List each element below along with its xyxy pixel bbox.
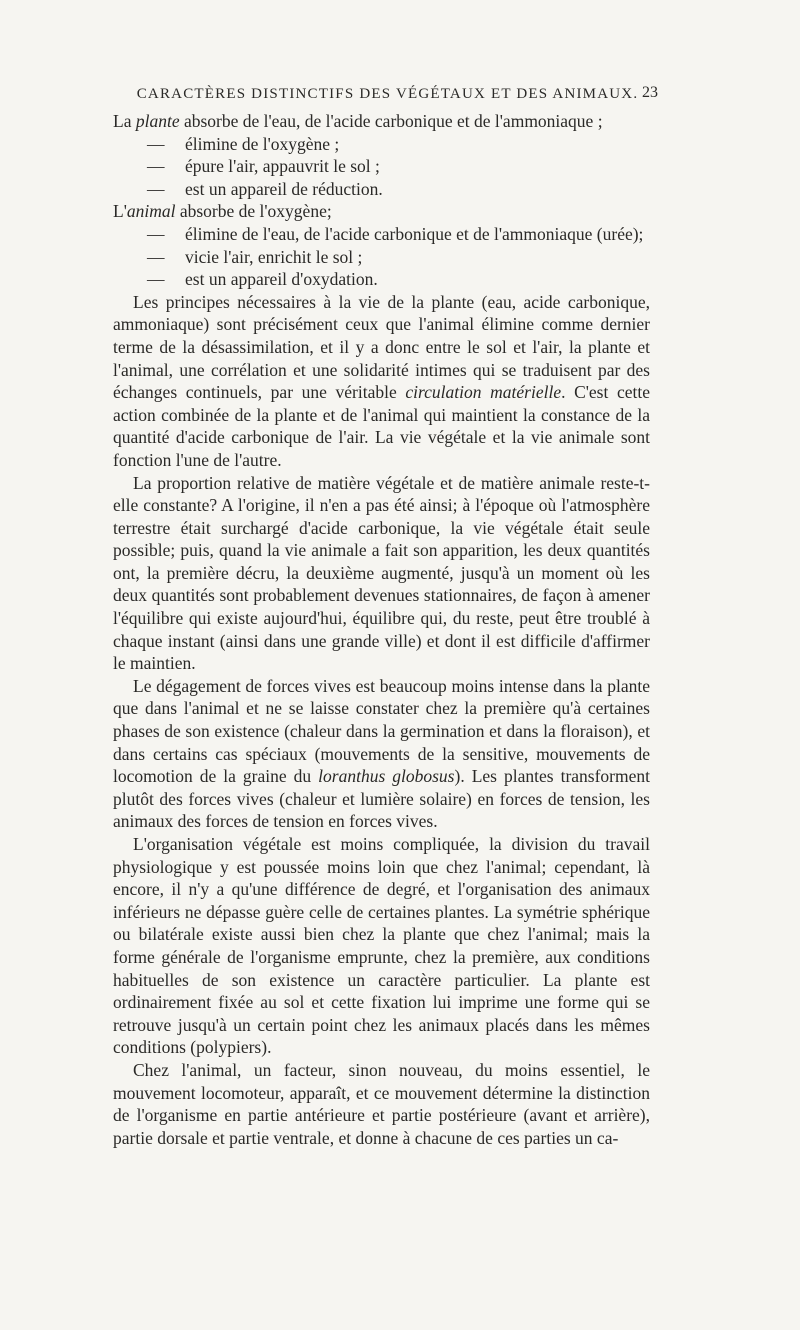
animal-subject: animal (126, 201, 176, 222)
paragraph-proportion: La proportion relative de matière végétale et de matière animale reste-t-elle constante? A l'origine, il n'en a pas été ainsi; à l'époque où l'atmosphère terrestre était surchargé d'acide carbonique, la vie végétale était seule possible; puis, quand la vie animale a fait son apparition, les deux quantités ont, la première décru, la deuxième augmenté, jusqu'à un moment où les deux quantités sont probablement devenues stationnaires, de façon à amener l'équilibre qui existe aujourd'hui, équilibre qui, du reste, peut être troublé à chaque instant (ainsi dans une grande ville) et dont il est difficile d'affirmer le maintien. (113, 472, 650, 674)
plant-article: La (113, 111, 132, 131)
paragraph-forces: Le dégagement de forces vives est beaucoup moins intense dans la plante que dans l'animal et ne se laisse constater chez la première qu'à certaines phases de son existence (chaleur dans la germination et dans la floraison), et dans certains cas spéciaux (mouvements de la sensitive, mouvements de locomotion de la graine du loranthus globosus). Les plantes transforment plutôt des forces vives (chaleur et lumière solaire) en forces de tension, les animaux des forces de tension en forces vives. (113, 675, 650, 832)
animal-lead-line (113, 200, 650, 223)
dash: — (147, 156, 165, 177)
animal-item: — élimine de l'eau, de l'acide carbonique et de l'ammoniaque (urée); (147, 223, 644, 244)
dash: — (147, 269, 165, 290)
page-number: 23 (642, 84, 658, 101)
dash: — (147, 178, 165, 199)
page-body (113, 110, 650, 1149)
animal-item: — est un appareil d'oxydation. (147, 269, 378, 290)
plant-verb-line: absorbe de l'eau, de l'acide carbonique et de l'ammoniaque ; (183, 111, 603, 131)
plant-item: — épure l'air, appauvrit le sol ; (147, 156, 380, 177)
animal-article: L' (113, 201, 127, 222)
plant-subject: plante (135, 111, 180, 131)
plant-item: — est un appareil de réduction. (147, 178, 383, 199)
dash: — (147, 133, 165, 154)
paragraph-circulation: Les principes nécessaires à la vie de la plante (eau, acide carbonique, ammoniaque) sont précisément ceux que l'animal élimine comme dernier terme de la désassimilation, et il y a donc entre le sol et l'air, la plante et l'animal, une corrélation et une solidarité intimes qui se traduisent par des échanges continuels, par une véritable circulation matérielle. C'est cette action combinée de la plante et de l'animal qui maintient la constance de la quantité d'acide carbonique de l'air. La vie végétale et la vie animale sont fonction l'une de l'autre. (113, 291, 651, 470)
animal-verb-line: absorbe de l'oxygène; (179, 201, 332, 222)
paragraph-movement: Chez l'animal, un facteur, sinon nouveau, du moins essentiel, le mouvement locomoteur, apparaît, et ce mouvement détermine la distinction de l'organisme en partie antérieure et partie postérieure (avant et arrière), partie dorsale et partie ventrale, et donne à chacune de ces parties un ca- (113, 1059, 650, 1148)
plant-item: — élimine de l'oxygène ; (147, 133, 340, 154)
dash: — (147, 223, 165, 244)
running-title: CARACTÈRES DISTINCTIFS DES VÉGÉTAUX ET DES ANIMAUX. (136, 86, 639, 102)
dash: — (147, 246, 165, 267)
plant-lead-line (113, 110, 650, 133)
animal-item: — vicie l'air, enrichit le sol ; (147, 246, 363, 267)
paragraph-organisation: L'organisation végétale est moins compliquée, la division du travail physiologique y est poussée moins loin que chez l'animal; cependant, là encore, il n'y a qu'une différence de degré, et l'organisation des animaux inférieurs ne dépasse guère celle de certaines plantes. La symétrie sphérique ou bilatérale existe aussi bien chez la plante que chez l'animal; mais la forme générale de l'organisme emprunte, chez la première, aux conditions habituelles de son existence un caractère particulier. La plante est ordinairement fixée au sol et cette fixation lui imprime une forme qui se retrouve jusqu'à un certain point chez les animaux placés dans les mêmes conditions (polypiers). (113, 834, 650, 1058)
italic-species: loranthus globosus (318, 766, 455, 787)
italic-term: circulation matérielle (405, 382, 562, 403)
